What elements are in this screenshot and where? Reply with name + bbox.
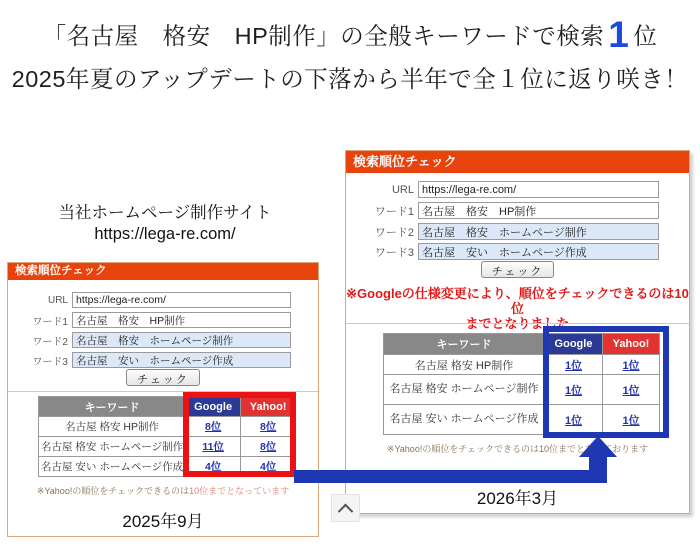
yahoo-limit-note: ※Yahoo!の順位をチェックできるのは10位までとなっております bbox=[386, 444, 649, 454]
url-input[interactable] bbox=[418, 181, 659, 198]
chevron-up-icon bbox=[338, 503, 354, 519]
divider bbox=[346, 323, 689, 324]
word1-label: ワード1 bbox=[374, 205, 414, 218]
google-rank-link[interactable]: 8位 bbox=[204, 421, 222, 433]
connector-arrow-head bbox=[579, 436, 617, 457]
url-label: URL bbox=[47, 294, 68, 306]
word2-input[interactable] bbox=[72, 332, 291, 348]
yahoo-rank-link[interactable]: 8位 bbox=[259, 421, 277, 433]
word2-label: ワード2 bbox=[374, 226, 414, 239]
google-rank-link[interactable]: 11位 bbox=[202, 441, 224, 453]
screenshot-date: 2026年3月 bbox=[476, 489, 559, 508]
panel-header-right: 検索順位チェック bbox=[346, 151, 689, 173]
site-caption-url: https://lega-re.com/ bbox=[94, 225, 236, 243]
google-rank-link[interactable]: 1位 bbox=[564, 359, 583, 372]
red-highlight-box bbox=[183, 392, 296, 477]
keyword-cell: 名古屋 格安 HP制作 bbox=[39, 417, 186, 437]
connector-arrow-shaft bbox=[294, 470, 607, 483]
google-rank-link[interactable]: 4位 bbox=[204, 461, 222, 473]
site-caption bbox=[0, 203, 330, 245]
word1-row-left bbox=[8, 312, 318, 328]
keyword-cell: 名古屋 格安 ホームページ制作 bbox=[39, 437, 186, 457]
google-note-line1: ※Googleの仕様変更により、順位をチェックできるのは10位 bbox=[346, 286, 689, 316]
word1-label: ワード1 bbox=[32, 316, 68, 328]
yahoo-rank-link[interactable]: 8位 bbox=[259, 441, 277, 453]
word2-label: ワード2 bbox=[32, 336, 68, 348]
google-column-header: Google bbox=[545, 334, 603, 355]
connector-arrow-riser bbox=[589, 454, 607, 483]
google-rank-link[interactable]: 1位 bbox=[564, 384, 583, 397]
google-note-line2: までとなりました bbox=[465, 316, 570, 331]
panel-header-left: 検索順位チェック bbox=[8, 263, 318, 280]
keyword-cell: 名古屋 安い ホームページ作成 bbox=[384, 405, 545, 435]
word2-row-left bbox=[8, 332, 318, 348]
title-line1-suffix: 位 bbox=[633, 23, 658, 49]
word1-input[interactable] bbox=[72, 312, 291, 328]
url-label: URL bbox=[391, 183, 414, 196]
check-button[interactable]: チェック bbox=[126, 369, 200, 386]
word2-input[interactable] bbox=[418, 223, 659, 240]
yahoo-rank-link[interactable]: 1位 bbox=[622, 414, 640, 427]
yahoo-column-header: Yahoo! bbox=[603, 334, 660, 355]
word3-input[interactable] bbox=[72, 352, 291, 368]
word1-input[interactable] bbox=[418, 202, 659, 219]
word3-label: ワード3 bbox=[374, 246, 414, 259]
page-title bbox=[0, 12, 700, 99]
url-row-right bbox=[346, 181, 689, 198]
check-button[interactable]: チェック bbox=[481, 261, 555, 278]
title-line1-prefix: 「名古屋 格安 HP制作」の全般キーワードで検索 bbox=[42, 23, 605, 49]
url-input[interactable] bbox=[72, 292, 291, 308]
note-visible-part: ※Yahoo!の順位をチェックできるのは bbox=[36, 486, 190, 496]
title-line-1 bbox=[0, 12, 700, 59]
check-button-row-right bbox=[346, 261, 689, 280]
title-rank-number: 1 bbox=[608, 14, 630, 55]
word1-row-right bbox=[346, 202, 689, 219]
scroll-top-button[interactable] bbox=[331, 494, 360, 522]
url-row-left bbox=[8, 292, 318, 308]
keyword-cell: 名古屋 格安 HP制作 bbox=[384, 355, 545, 375]
check-button-row-left bbox=[8, 369, 318, 388]
yahoo-column-header: Yahoo! bbox=[241, 397, 296, 417]
note-obscured-part: 10位までとなっています bbox=[189, 486, 290, 496]
screenshot-date: 2025年9月 bbox=[122, 512, 204, 531]
yahoo-rank-link[interactable]: 1位 bbox=[622, 359, 640, 372]
yahoo-rank-link[interactable]: 1位 bbox=[622, 384, 640, 397]
google-spec-change-note bbox=[346, 286, 689, 331]
word2-row-right bbox=[346, 223, 689, 240]
yahoo-limit-note bbox=[8, 484, 318, 497]
keyword-cell: 名古屋 安い ホームページ作成 bbox=[39, 457, 186, 477]
keyword-column-header: キーワード bbox=[384, 334, 545, 355]
site-caption-line1: 当社ホームページ制作サイト bbox=[58, 204, 272, 222]
word3-input[interactable] bbox=[418, 243, 659, 260]
google-column-header: Google bbox=[186, 397, 241, 417]
word3-row-right bbox=[346, 243, 689, 260]
keyword-cell: 名古屋 格安 ホームページ制作 bbox=[384, 375, 545, 405]
yahoo-rank-link[interactable]: 4位 bbox=[259, 461, 277, 473]
word3-label: ワード3 bbox=[32, 356, 68, 368]
title-line-2: 2025年夏のアップデートの下落から半年で全１位に返り咲き！ bbox=[11, 66, 689, 92]
blue-highlight-box bbox=[543, 326, 669, 438]
keyword-column-header: キーワード bbox=[39, 397, 186, 417]
google-rank-link[interactable]: 1位 bbox=[564, 414, 583, 427]
word3-row-left bbox=[8, 352, 318, 368]
